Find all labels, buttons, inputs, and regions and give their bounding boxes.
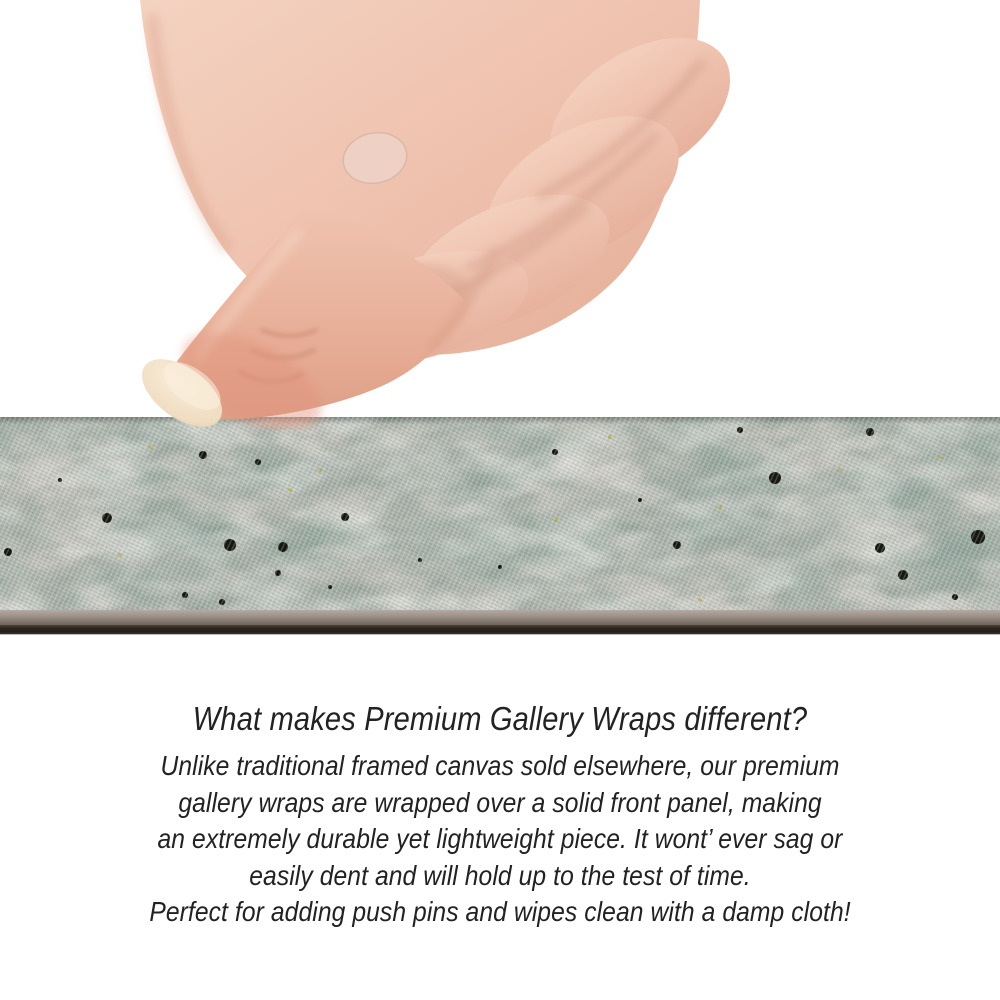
canvas-texture (0, 417, 1000, 610)
description-line-2: gallery wraps are wrapped over a solid front panel, making (178, 786, 822, 818)
hand-illustration (0, 0, 1000, 430)
description-line-5: Perfect for adding push pins and wipes clean with a damp cloth! (149, 896, 851, 928)
panel-edge-line (0, 625, 1000, 634)
canvas-fold-edge (0, 610, 1000, 625)
section-heading: What makes Premium Gallery Wraps different? (192, 700, 808, 737)
description-line-1: Unlike traditional framed canvas sold elsewhere, our premium (160, 750, 840, 781)
description-block (60, 698, 940, 931)
description-line-4: easily dent and will hold up to the test of time. (249, 859, 751, 891)
description-line-3: an extremely durable yet lightweight piece. It wont’ ever sag or (157, 823, 843, 855)
hand-photo (0, 0, 1000, 430)
canvas-edge-photo (0, 417, 1000, 634)
